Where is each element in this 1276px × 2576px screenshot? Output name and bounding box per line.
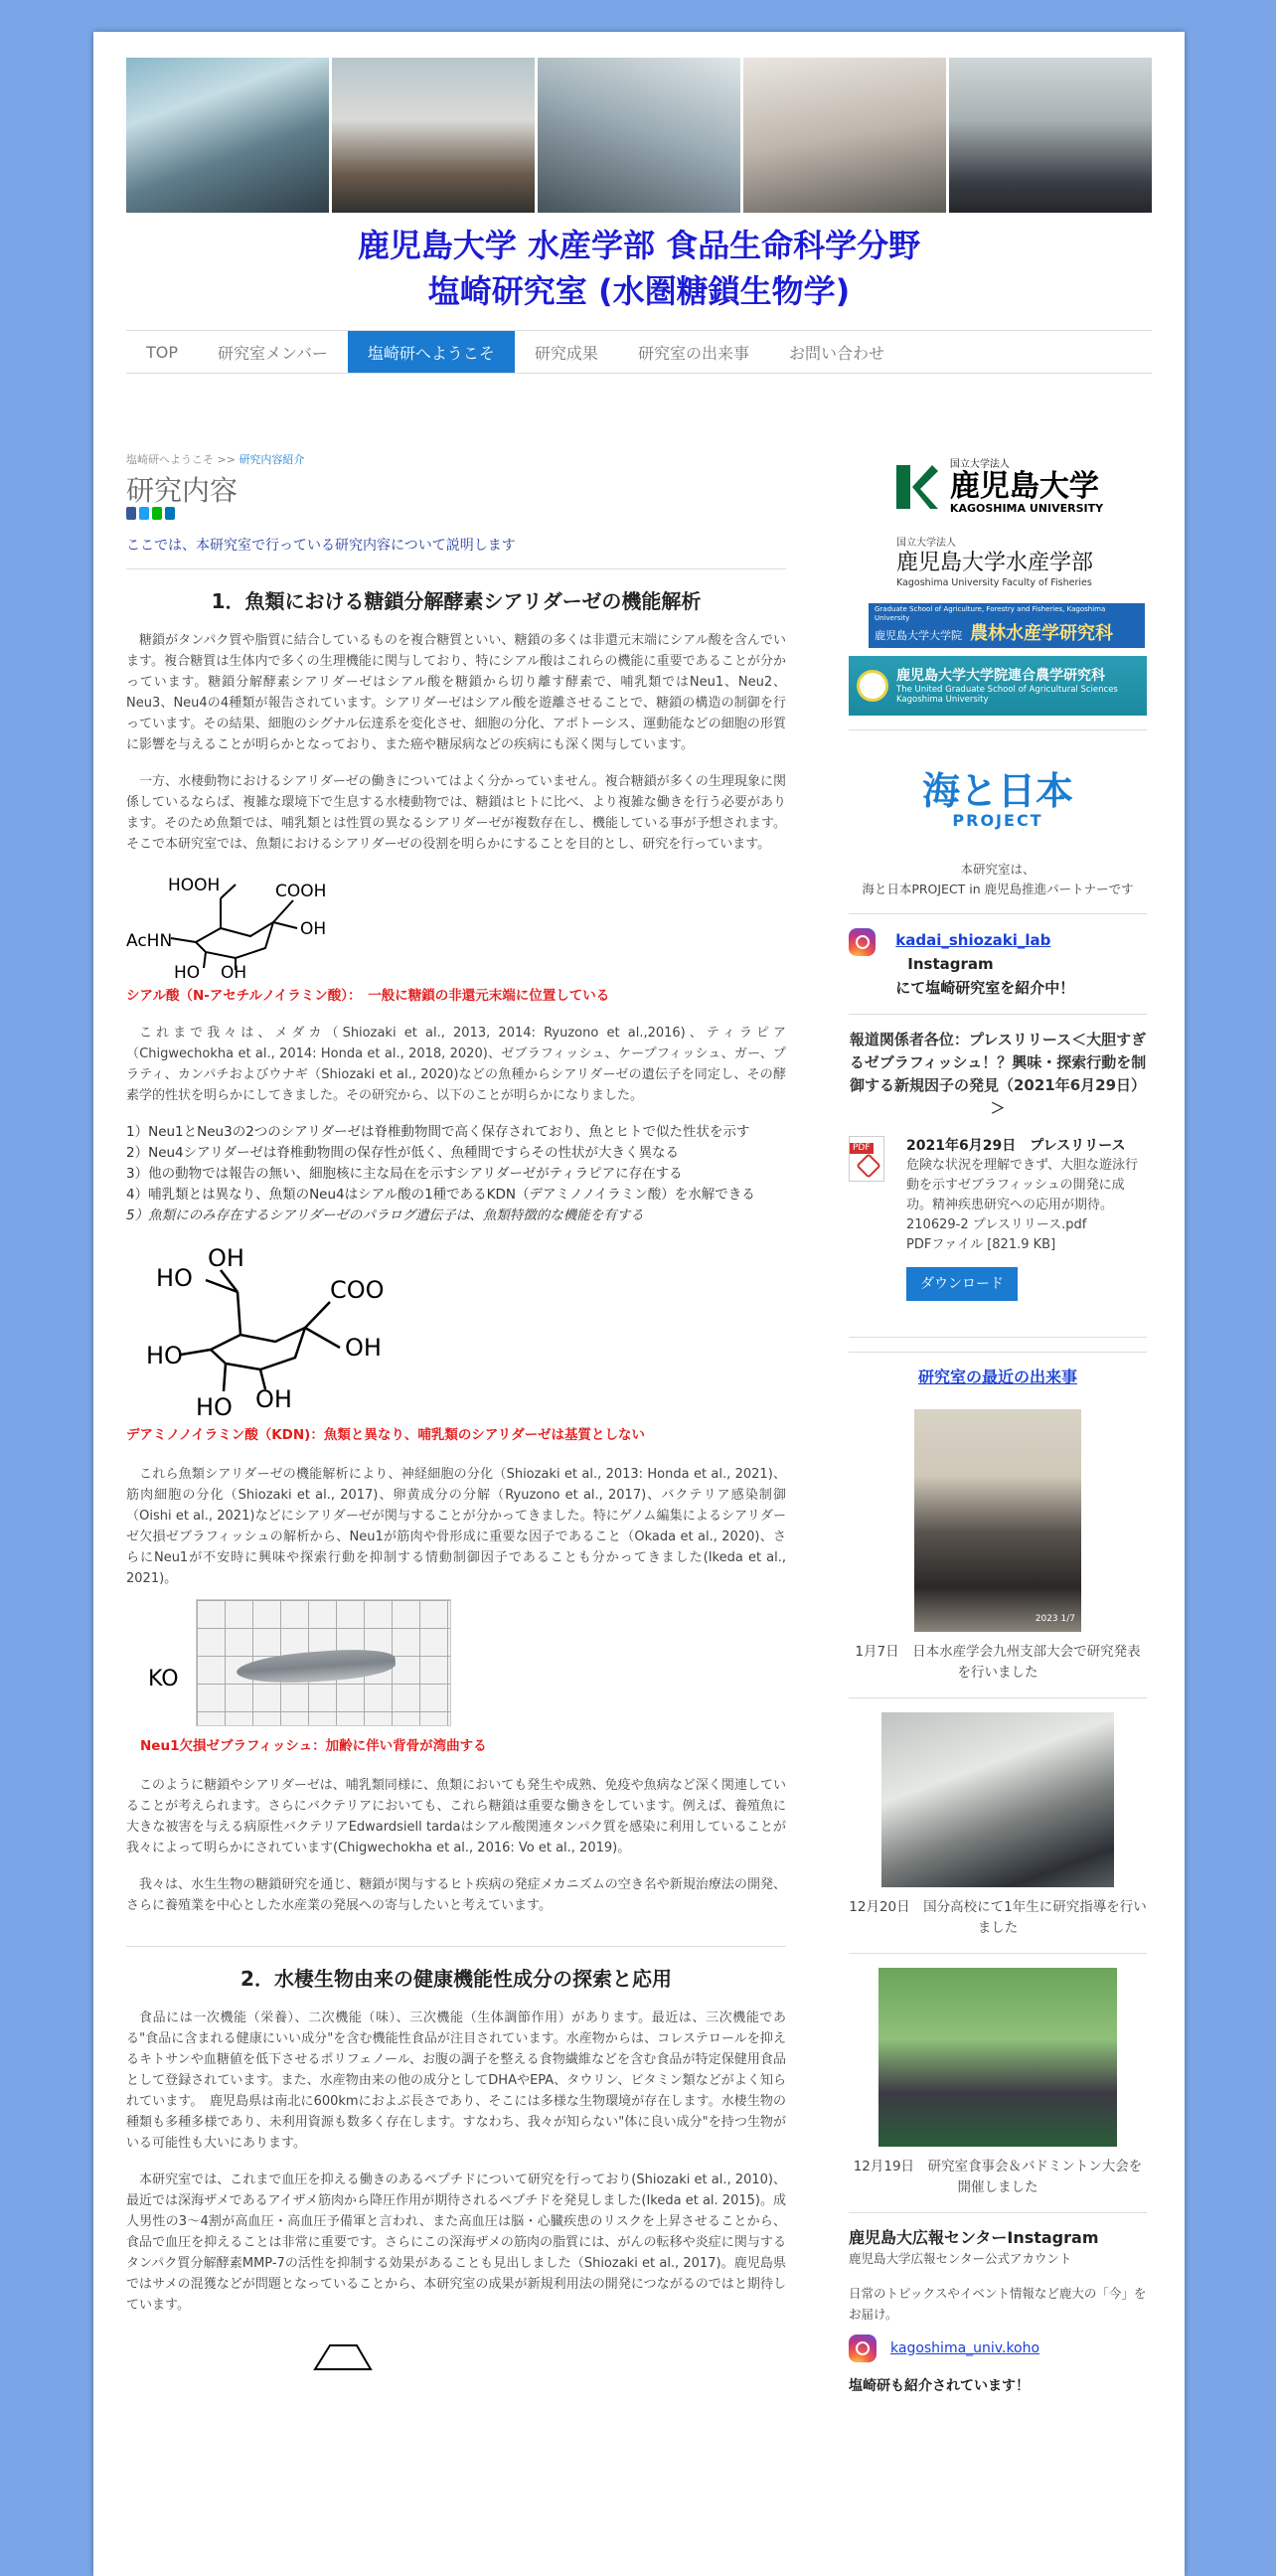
event2-photo[interactable] [881,1712,1114,1887]
pr-center-desc2: 日常のトピックスやイベント情報など鹿大の「今」をお届け。 [849,2286,1147,2322]
pdf-file-icon[interactable] [849,1136,884,1182]
pr-footer-text: 塩崎研も紹介されています！ [849,2378,1030,2394]
nav-item-members[interactable]: 研究室メンバー [218,343,328,363]
svg-text:HO: HO [196,1393,233,1419]
grad-name: 農林水産学研究科 [970,623,1113,644]
umi-partner-text [849,860,1147,899]
sidebar-divider [849,1697,1147,1698]
kagoshima-university-emblem-icon [892,461,940,513]
lab-instagram-text: Instagram [907,955,994,973]
svg-text:HO: HO [174,963,201,980]
kagoshima-university-logo[interactable] [849,459,1147,515]
press-release-title: 報道関係者各位：プレスリリース＜大胆すぎるゼブラフィッシュ！？興味・探索行動を制御する新規因子の発見（2021年6月29日）＞ [849,1031,1147,1117]
sialic-acid-structure-diagram [126,871,345,980]
zebrafish-figure [126,1599,786,1728]
grad-en-name: Graduate School of Agriculture, Forestry and Fisheries, Kagoshima University [875,605,1106,622]
united-name: 鹿児島大学大学院連合農学研究科 [896,667,1105,684]
fisheries-name: 鹿児島大学水産学部 [896,551,1094,575]
site-title[interactable] [126,223,1152,314]
umi-logo-text: 海と日本 [921,769,1073,813]
united-en-name1: The United Graduate School of Agricultural Sciences [896,684,1118,695]
header-banner-photos [126,58,1152,213]
fisheries-en-name: Kagoshima University Faculty of Fisheries [896,577,1092,588]
site-title-line2: 塩崎研究室 (水圏糖鎖生物学) [427,272,851,310]
pr-instagram-link[interactable]: kagoshima_univ.koho [890,2339,1040,2356]
ko-label: KO [148,1667,179,1691]
section1-paragraph1: 糖鎖がタンパク質や脂質に結合しているものを複合糖質といい、糖鎖の多くは非還元末端にシアル酸を含んでいます。複合糖質は生体内で多くの生理機能に関与しており、特にシアル酸はこれらの機能に重要であることが分かっています。糖鎖分解酵素シアリダーゼはシアル酸を糖鎖から切り離す酵素で、哺乳類ではNeu1、Neu2、Neu3、Neu4の4種類が報告されています。シアリダーゼはシアル酸を遊離させることで、糖鎖の構造の制御を行っています。その結果、細胞のシグナル伝達系を変化させ、細胞の分化、アポトーシス、運動能などの細胞の形質に影響を与えることが明らかとなっており、また癌や糖尿病などの疾病にも深く関与しています。 [126,633,786,752]
breadcrumb-separator: >> [217,453,236,466]
banner-photo-group [949,58,1152,213]
events-title[interactable]: 研究室の最近の出来事 [917,1368,1077,1386]
press-description: 危険な状況を理解できず、大胆な遊泳行動を示すゼブラフィッシュの開発に成功。精神疾患研究への応用が期待。 [906,1158,1138,1212]
page-container [93,32,1185,2576]
zebrafish-photo [196,1599,451,1726]
finding-item-5: 5）魚類にのみ存在するシアリダーゼのパラログ遺伝子は、魚類特徴的な機能を有する [126,1208,644,1223]
sialic-acid-caption: シアル酸（N-アセチルノイラミン酸）： 一般に糖鎖の非還元末端に位置している [126,988,610,1004]
svg-text:OH: OH [208,1244,244,1272]
umi-to-nippon-logo[interactable] [849,770,1147,830]
press-filename: 210629-2 プレスリリース.pdf [906,1217,1087,1232]
lab-instagram-link[interactable]: kadai_shiozaki_lab [895,931,1051,949]
nav-item-welcome[interactable]: 塩崎研へようこそ [348,331,515,373]
section2-heading: 2．水棲生物由来の健康機能性成分の探索と応用 [240,1967,672,1991]
twitter-icon[interactable] [139,507,149,520]
event1-photo-stamp: 2023 1/7 [1035,1614,1075,1624]
facebook-icon[interactable] [126,507,136,520]
event3-photo[interactable] [878,1968,1117,2147]
kdn-caption: デアミノノイラミン酸（KDN)：魚類と異なり、哺乳類のシアリダーゼは基質としない [126,1427,646,1443]
download-button[interactable]: ダウンロード [906,1267,1018,1301]
sidebar-divider [849,2212,1147,2213]
svg-text:OH: OH [300,919,327,939]
svg-text:OH: OH [221,963,247,980]
finding-item-1: 1）Neu1とNeu3の2つのシアリダーゼは脊椎動物間で高く保存されており、魚とヒトで似た性状を示す [126,1124,750,1140]
main-content [126,449,786,2371]
graduate-school-banner[interactable] [869,603,1145,648]
finding-item-3: 3）他の動物では報告の無い、細胞核に主な局在を示すシアリダーゼがティラピアに存在する [126,1166,683,1182]
main-nav [126,330,1152,374]
banner-photo-aquarium [538,58,740,213]
section-divider [126,1946,786,1947]
instagram-icon[interactable] [849,928,876,956]
pr-center-title: 鹿児島大広報センターInstagram [849,2228,1099,2247]
breadcrumb-current: 研究内容紹介 [239,453,305,466]
zebrafish-body [236,1646,397,1687]
event1-caption: 1月7日 日本水産学会九州支部大会で研究発表を行いました [855,1644,1141,1681]
united-en-name2: Kagoshima University [896,694,989,705]
svg-text:COOH: COOH [275,882,327,901]
fisheries-faculty-logo[interactable] [896,537,1147,589]
nav-item-top[interactable]: TOP [146,342,179,362]
svg-text:COO: COO [330,1276,385,1304]
sidebar [849,459,1147,2397]
nav-item-results[interactable]: 研究成果 [534,343,598,363]
intro-text: ここでは、本研究室で行っている研究内容について説明します [126,536,786,569]
pr-center-desc1: 鹿児島大学広報センター公式アカウント [849,2251,1072,2266]
pdf-badge: PDF [850,1143,874,1154]
banner-photo-researcher [332,58,535,213]
banner-photo-student-fish [743,58,946,213]
event3-caption: 12月19日 研究室食事会＆バドミントン大会を開催しました [853,2159,1143,2195]
kdn-structure-diagram [126,1240,404,1419]
umi-project-text: PROJECT [952,811,1043,830]
findings-list [126,1122,786,1226]
finding-item-4: 4）哺乳類とは異なり、魚類のNeu4はシアル酸の1種であるKDN（デアミノノイラミン酸）を水解できる [126,1187,755,1203]
sidebar-divider [849,1352,1147,1353]
svg-text:HOOH: HOOH [168,876,221,895]
svg-text:OH: OH [345,1334,382,1362]
instagram-icon[interactable] [849,2334,877,2362]
peptide-structure-diagram [285,2332,404,2371]
univ-en-name: KAGOSHIMA UNIVERSITY [949,502,1104,515]
univ-small-label: 国立大学法人 [949,459,1010,470]
event2-caption: 12月20日 国分高校にて1年生に研究指導を行いました [849,1899,1147,1936]
pdf-symbol [856,1153,880,1178]
svg-text:HO: HO [146,1342,183,1369]
section1-paragraph4: これら魚類シアリダーゼの機能解析により、神経細胞の分化（Shiozaki et al., 2013: Honda et al., 2021)、筋肉細胞の分化（Shiozaki et al., 2017)、卵黄成分の分解（Ryuzono et al., 2017)、バクテリア感染制御（Oishi et al., 2021)などにシアリダーゼが関与することが分かってきました。特にゲノム編集によるシアリダーゼ欠損ゼブラフィッシュの解析から、Neu1が筋肉や骨形成に重要な因子であること（Okada et al., 2020)、さらにNeu1が不安時に興味や探索行動を抑制する情動制御因子であることも分かってきました(Ikeda et al., 2021)。 [126,1467,786,1586]
sidebar-divider [849,1014,1147,1015]
svg-text:OH: OH [255,1385,292,1413]
united-emblem-icon [857,670,888,702]
section1-heading: 1．魚類における糖鎖分解酵素シアリダーゼの機能解析 [211,589,702,613]
nav-item-contact[interactable]: お問い合わせ [788,343,884,363]
univ-name: 鹿児島大学 [949,469,1099,504]
umi-text-line2: 海と日本PROJECT in 鹿児島推進パートナーです [862,882,1134,896]
fisheries-small-label: 国立大学法人 [896,538,956,549]
event1-photo[interactable] [914,1409,1081,1632]
banner-photo-lab-tanks [126,58,329,213]
pr-instagram [849,2334,1147,2362]
section1-paragraph5: このように糖鎖やシアリダーゼは、哺乳類同様に、魚類においても発生や成熟、免疫や魚病など深く関連していることが考えられます。さらにバクテリアにおいても、これら糖鎖は重要な働きをしています。例えば、養殖魚に大きな被害を与える病原性バクテリアEdwardsiell tardaはシアル酸関連タンパク質を感染に利用していることが我々によって明らかにされています(Chigwechokha et al., 2016: Vo et al., 2019)。 [126,1778,786,1855]
breadcrumb [126,449,786,470]
grad-small-label: 鹿児島大学大学院 [875,629,962,642]
section1-paragraph6: 我々は、水生生物の糖鎖研究を通じ、糖鎖が関与するヒト疾病の発症メカニズムの空き名や新規治療法の開発、さらに養殖業を中心とした水産業の発展への寄与したいと考えています。 [126,1877,786,1913]
svg-text:HO: HO [156,1264,193,1292]
united-graduate-school-banner[interactable] [849,656,1147,716]
section1-paragraph2: 一方、水棲動物におけるシアリダーゼの働きについてはよく分かっていません。複合糖鎖が多くの生理現象に関係しているならば、複雑な環境下で生息する水棲動物では、糖鎖はヒトに比べ、より複雑な働きを行う必要があります。そのため魚類では、哺乳類とは性質の異なるシアリダーゼが複数存在し、機能している事が予想されます。そこで本研究室では、魚類におけるシアリダーゼの役割を明らかにすることを目的とし、研究を行っています。 [126,774,786,852]
finding-item-2: 2）Neu4シアリダーゼは脊椎動物間の保存性が低く、魚種間ですらその性状が大きく異なる [126,1145,680,1161]
umi-text-line1: 本研究室は、 [960,862,1036,877]
breadcrumb-parent[interactable]: 塩崎研へようこそ [126,453,214,466]
linkedin-icon[interactable] [165,507,175,520]
section2-paragraph2: 本研究室では、これまで血圧を抑える働きのあるペプチドについて研究を行っており(Shiozaki et al., 2010)、最近では深海ザメであるアイザメ筋肉から降圧作用が期待されるペプチドを発見しました(Ikeda et al. 2015)。成人男性の3～4割が高血圧・高血圧予備軍と言われ、また高血圧は脳・心臓疾患のリスクを上昇させることから、食品で血圧を抑えることは非常に重要です。さらにこの深海ザメの筋肉の脂質には、がんの転移や炎症に関与するタンパク質分解酵素MMP-7の活性を抑制する効果があることも見出しました（Shiozaki et al., 2017)。鹿児島県ではサメの混獲などが問題となっていることから、本研究室の成果が新規利用法の開発につながるのではと期待しています。 [126,2173,786,2313]
svg-text:AcHN: AcHN [126,931,173,951]
section2-paragraph1: 食品には一次機能（栄養）、二次機能（味）、三次機能（生体調節作用）があります。最近は、三次機能である"食品に含まれる健康にいい成分"を含む機能性食品が注目されています。水産物からは、コレステロールを抑えるキトサンや血糖値を低下させるポリフェノール、お腹の調子を整える食物繊維などを含む食品が特定保健用食品として登録されています。また、水産物由来の他の成分としてDHAやEPA、タウリン、ビタミン類などがよく知られています。 鹿児島県は南北に600kmにおよぶ長さであり、そこには多様な生物環境が存在します。水棲生物の種類も多種多様であり、未利用資源も数多く存在します。すなわち、我々が知らない"体に良い成分"を持つ生物がいる可能性も大いにあります。 [126,2011,786,2151]
share-buttons [126,507,786,520]
lab-instagram [849,928,1147,1000]
press-date: 2021年6月29日 プレスリリース [906,1138,1126,1154]
press-release-item [849,1136,1147,1301]
lab-instagram-text2: にて塩崎研究室を紹介中！ [895,979,1075,997]
sidebar-divider [849,729,1147,730]
sidebar-divider [849,1953,1147,1954]
zebrafish-caption: Neu1欠損ゼブラフィッシュ：加齢に伴い背骨が湾曲する [140,1738,487,1754]
page-title: 研究内容 [126,474,239,507]
sidebar-divider [849,1337,1147,1338]
press-filesize: PDFファイル [821.9 KB] [906,1237,1056,1252]
line-icon[interactable] [152,507,162,520]
nav-item-events[interactable]: 研究室の出来事 [637,343,749,363]
sidebar-divider [849,913,1147,914]
section1-paragraph3: これまで我々は、メダカ（Shiozaki et al., 2013, 2014: Ryuzono et al.,2016)、ティラピア（Chigwechokha et al., 2014: Honda et al., 2018, 2020)、ゼブラフィッシュ、ケープフィッシュ、ガー、プラティ、カンパチおよびウナギ（Shiozaki et al., 2020)などの魚種からシアリダーゼの遺伝子を同定し、その酵素学的性状を明らかにしてきました。その研究から、以下のことが明らかになりました。 [126,1026,786,1103]
site-title-line1: 鹿児島大学 水産学部 食品生命科学分野 [357,227,921,264]
